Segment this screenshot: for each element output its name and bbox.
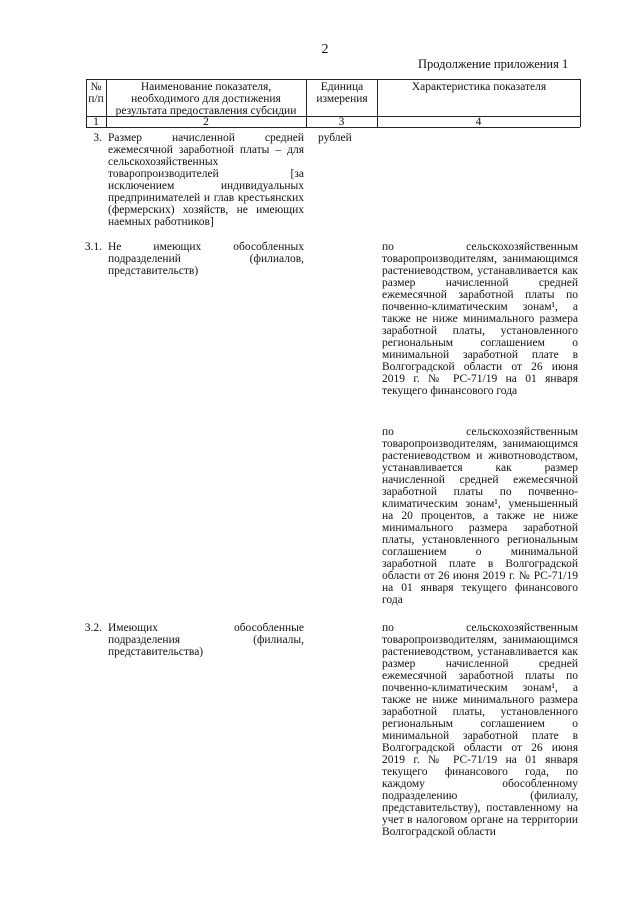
continuation-label: Продолжение приложения 1 [418, 57, 569, 71]
row-3-1-desc-1: по сельскохозяйственным товаропроизводителям, занимающимся растениеводством, устанавливается как размер начисленной средней ежемесячной заработной платы по почвенно-климатическим зонам¹, а также не ниже минимального размера заработной платы, установленного региональным соглашением о минимальной заработной плате в Волгоградской области от 26 июня 2019 г. № РС-71/19 на 01 января текущего финансового года [382, 241, 578, 397]
row-3-1-name: Не имеющих обособленных подразделений (филиалов, представительств) [108, 241, 304, 277]
header-num: № п/п [88, 81, 104, 105]
row-3-name: Размер начисленной средней ежемесячной заработной платы – для сельскохозяйственных товаропроизводителей [за исключением индивидуальных предпринимателей и глав крестьянских (фермерских) хозяйств, не имеющих наемных работников] [108, 132, 304, 228]
col-number-1: 1 [93, 116, 99, 128]
table-top-border [86, 79, 580, 80]
page-number: 2 [321, 42, 329, 57]
col-number-4: 4 [475, 116, 482, 128]
row-3-number: 3. [93, 132, 102, 144]
row-3-2-number: 3.2. [84, 622, 102, 634]
col-number-3: 3 [338, 116, 345, 128]
header-unit: Единица измерения [316, 81, 368, 105]
col-divider-right [580, 79, 581, 127]
row-3-unit: рублей [318, 132, 352, 144]
header-desc: Характеристика показателя [411, 81, 547, 93]
row-3-2-desc-1: по сельскохозяйственным товаропроизводителям, занимающимся растениеводством, устанавливается как размер начисленной средней ежемесячной заработной платы по почвенно-климатическим зонам¹, а также не ниже минимального размера заработной платы, установленного региональным соглашением о минимальной заработной плате в Волгоградской области от 26 июня 2019 г. № РС-71/19 на 01 января текущего финансового года, по каждому обособленному подразделению (филиалу, представительству), поставленному на учет в налоговом органе на территории Волгоградской области [382, 622, 578, 838]
header-name: Наименование показателя, необходимого для достижения результата предоставления субсидии [115, 81, 297, 117]
row-3-1-desc-2: по сельскохозяйственным товаропроизводителям, занимающимся растениеводством и животноводством, устанавливается как размер начисленной средней ежемесячной заработной платы по почвенно-климатическим зонам¹, уменьшенный на 20 процентов, а также не ниже минимального размера заработной платы, установленного региональным соглашением о минимальной заработной плате в Волгоградской области от 26 июня 2019 г. № РС-71/19 на 01 января текущего финансового года [382, 426, 578, 606]
row-3-1-number: 3.1. [84, 241, 102, 253]
row-3-2-name: Имеющих обособленные подразделения (филиалы, представительства) [108, 622, 304, 658]
col-number-2: 2 [203, 116, 209, 128]
